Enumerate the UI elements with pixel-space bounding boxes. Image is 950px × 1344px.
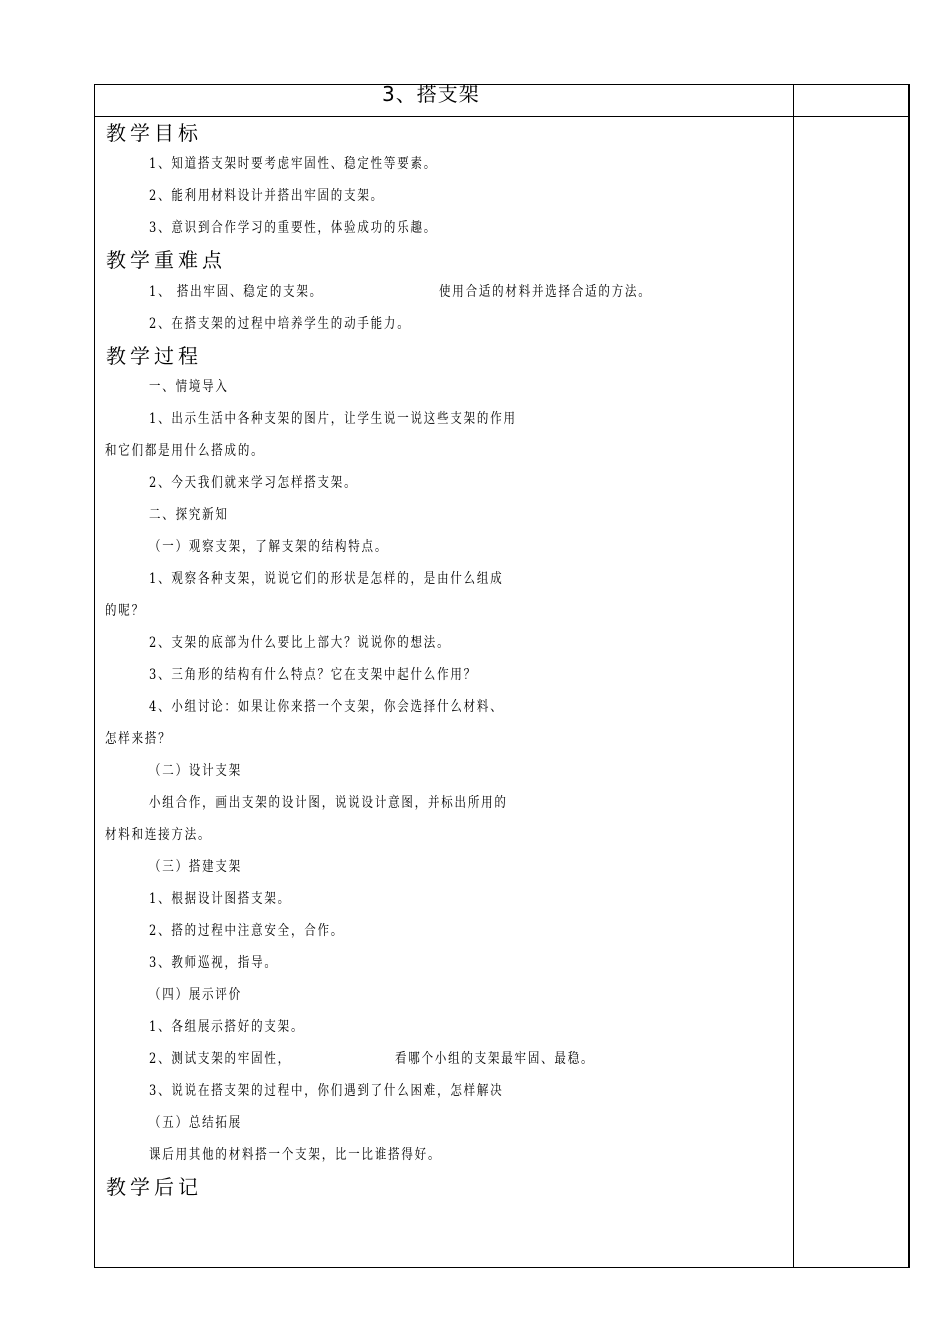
process-line: 4、小组讨论：如果让你来搭一个支架，你会选择什么材料、: [149, 699, 504, 715]
heading-afterword: 教学后记: [106, 1175, 202, 1199]
goal-line-1: 1、知道搭支架时要考虑牢固性、稳定性等要素。: [149, 156, 438, 172]
process-line: 1、出示生活中各种支架的图片，让学生说一说这些支架的作用: [149, 411, 517, 427]
process-line: 课后用其他的材料搭一个支架，比一比谁搭得好。: [149, 1147, 442, 1163]
process-line: （五）总结拓展: [149, 1115, 242, 1131]
keypoint-line-1b: 使用合适的材料并选择合适的方法。: [439, 284, 652, 300]
heading-goals: 教学目标: [106, 121, 202, 145]
page-title: 3、搭支架: [382, 82, 480, 106]
keypoint-line-2: 2、在搭支架的过程中培养学生的动手能力。: [149, 316, 411, 332]
process-line: 的呢？: [105, 603, 145, 619]
process-line: 2、今天我们就来学习怎样搭支架。: [149, 475, 358, 491]
process-line: 1、各组展示搭好的支架。: [149, 1019, 305, 1035]
process-line: 2、支架的底部为什么要比上部大？说说你的想法。: [149, 635, 451, 651]
process-line: 一、情境导入: [149, 379, 229, 395]
process-line: 1、根据设计图搭支架。: [149, 891, 291, 907]
process-line: 怎样来搭？: [105, 731, 172, 747]
process-line: 看哪个小组的支架最牢固、最稳。: [395, 1051, 595, 1067]
process-line: （二）设计支架: [149, 763, 242, 779]
goal-line-2: 2、能利用材料设计并搭出牢固的支架。: [149, 188, 384, 204]
process-line: （一）观察支架，了解支架的结构特点。: [149, 539, 389, 555]
keypoint-line-1a: 1、 搭出牢固、稳定的支架。: [149, 284, 323, 300]
process-line: 2、测试支架的牢固性，: [149, 1051, 291, 1067]
right-border: [908, 84, 910, 1268]
header-row-divider: [94, 116, 910, 117]
process-line: 2、搭的过程中注意安全，合作。: [149, 923, 345, 939]
heading-process: 教学过程: [106, 344, 202, 368]
process-line: 3、教师巡视，指导。: [149, 955, 278, 971]
goal-line-3: 3、意识到合作学习的重要性，体验成功的乐趣。: [149, 220, 438, 236]
heading-keypoints: 教学重难点: [106, 248, 226, 272]
process-line: 二、探究新知: [149, 507, 229, 523]
process-line: 3、三角形的结构有什么特点？它在支架中起什么作用？: [149, 667, 477, 683]
process-line: 材料和连接方法。: [105, 827, 212, 843]
process-line: 3、说说在搭支架的过程中，你们遇到了什么困难，怎样解决: [149, 1083, 504, 1099]
process-line: （三）搭建支架: [149, 859, 242, 875]
process-line: （四）展示评价: [149, 987, 242, 1003]
process-line: 和它们都是用什么搭成的。: [105, 443, 265, 459]
column-divider: [793, 84, 794, 1268]
process-line: 小组合作，画出支架的设计图，说说设计意图，并标出所用的: [149, 795, 508, 811]
process-line: 1、观察各种支架，说说它们的形状是怎样的，是由什么组成: [149, 571, 504, 587]
